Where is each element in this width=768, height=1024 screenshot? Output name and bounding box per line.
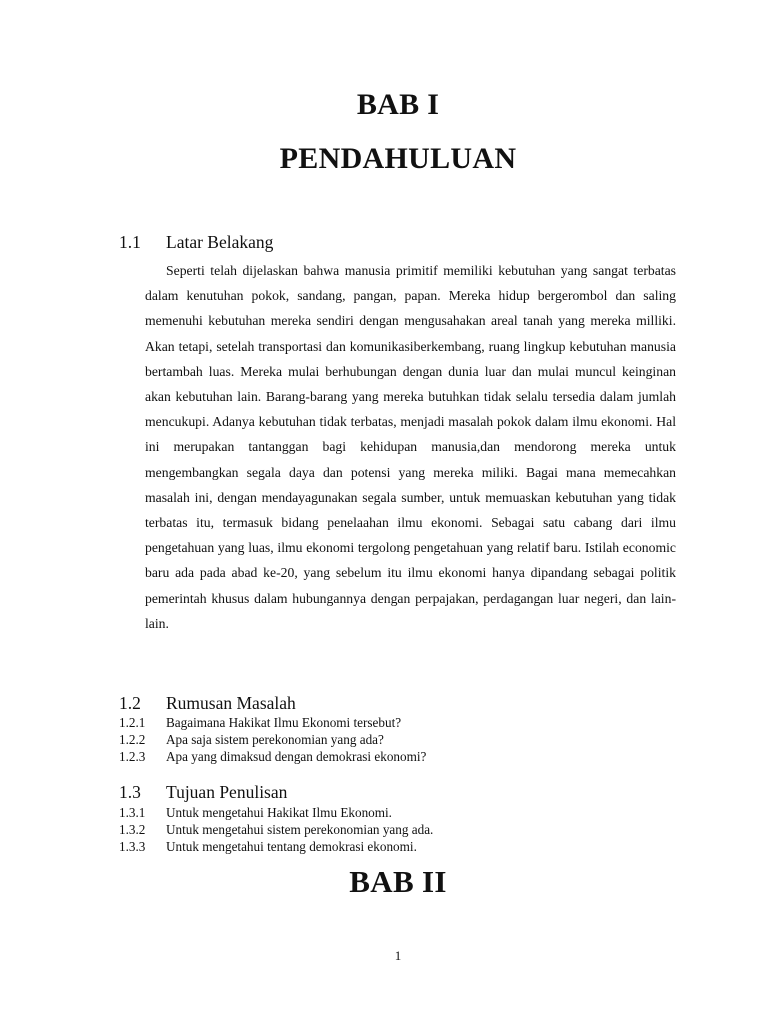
chapter-title: PENDAHULUAN [279,142,517,175]
list-item [119,731,426,748]
section-number: 1.3 [119,782,141,802]
section-title: Rumusan Masalah [166,693,296,713]
list-item [119,804,433,821]
list-item-text: Untuk mengetahui tentang demokrasi ekonomi. [166,839,417,854]
list-item [119,838,433,855]
page-number: 1 [394,948,402,963]
list-item-text: Untuk mengetahui sistem perekonomian yang ada. [166,822,434,837]
section-title: Tujuan Penulisan [166,782,288,802]
section-number: 1.1 [119,232,141,252]
section-number: 1.2 [119,693,141,713]
list-item-text: Apa yang dimaksud dengan demokrasi ekonomi? [166,749,427,764]
list-item-number: 1.3.3 [119,839,146,854]
objective-list [119,804,433,855]
list-item-number: 1.3.2 [119,822,146,837]
list-item-number: 1.3.1 [119,805,146,820]
problem-list [119,714,426,765]
list-item-text: Apa saja sistem perekonomian yang ada? [166,732,384,747]
list-item [119,748,426,765]
chapter-label: BAB I [356,88,440,121]
list-item [119,714,426,731]
list-item-text: Bagaimana Hakikat Ilmu Ekonomi tersebut? [166,715,402,730]
list-item-number: 1.2.3 [119,749,146,764]
section-heading-rumusan-masalah [119,693,296,714]
body-paragraph: Seperti telah dijelaskan bahwa manusia primitif memiliki kebutuhan yang sangat terbatas dalam kenutuhan pokok, sandang, pangan, papan. Mereka hidup bergerombol dan saling memenuhi kebutuhan mereka sendiri dengan mengusahakan areal tanah yang mereka milliki. Akan tetapi, setelah transportasi dan komunikasiberkembang, ruang lingkup kebutuhan manusia bertambah luas. Mereka mulai berhubungan dengan dunia luar dan mulai muncul keinginan akan kebutuhan lain. Barang-barang yang mereka butuhkan tidak selalu tersedia dalam jumlah mencukupi. Adanya kebutuhan tidak terbatas, menjadi masalah pokok dalam ilmu ekonomi. Hal ini merupakan tantanggan bagi kehidupan manusia,dan mendorong mereka untuk mengembangkan segala daya dan potensi yang mereka miliki. Bagai mana memecahkan masalah ini, dengan mendayagunakan segala sumber, untuk memuaskan kebutuhan yang tidak terbatas itu, termasuk bidang penelaahan ilmu ekonomi. Sebagai satu cabang dari ilmu pengetahuan yang luas, ilmu ekonomi tergolong pengetahuan yang relatif baru. Istilah economic baru ada pada abad ke-20, yang sebelum itu ilmu ekonomi hanya dipandang sebagai politik pemerintah khusus dalam hubungannya dengan perpajakan, perdagangan luar negeri, dan lain-lain. [145,263,676,631]
section-heading-tujuan-penulisan [119,782,287,803]
list-item-text: Untuk mengetahui Hakikat Ilmu Ekonomi. [166,805,392,820]
list-item-number: 1.2.1 [119,715,146,730]
section-title: Latar Belakang [166,232,274,252]
section-heading-latar-belakang [119,232,273,253]
chapter-2-label: BAB II [349,864,447,899]
list-item-number: 1.2.2 [119,732,146,747]
list-item [119,821,433,838]
